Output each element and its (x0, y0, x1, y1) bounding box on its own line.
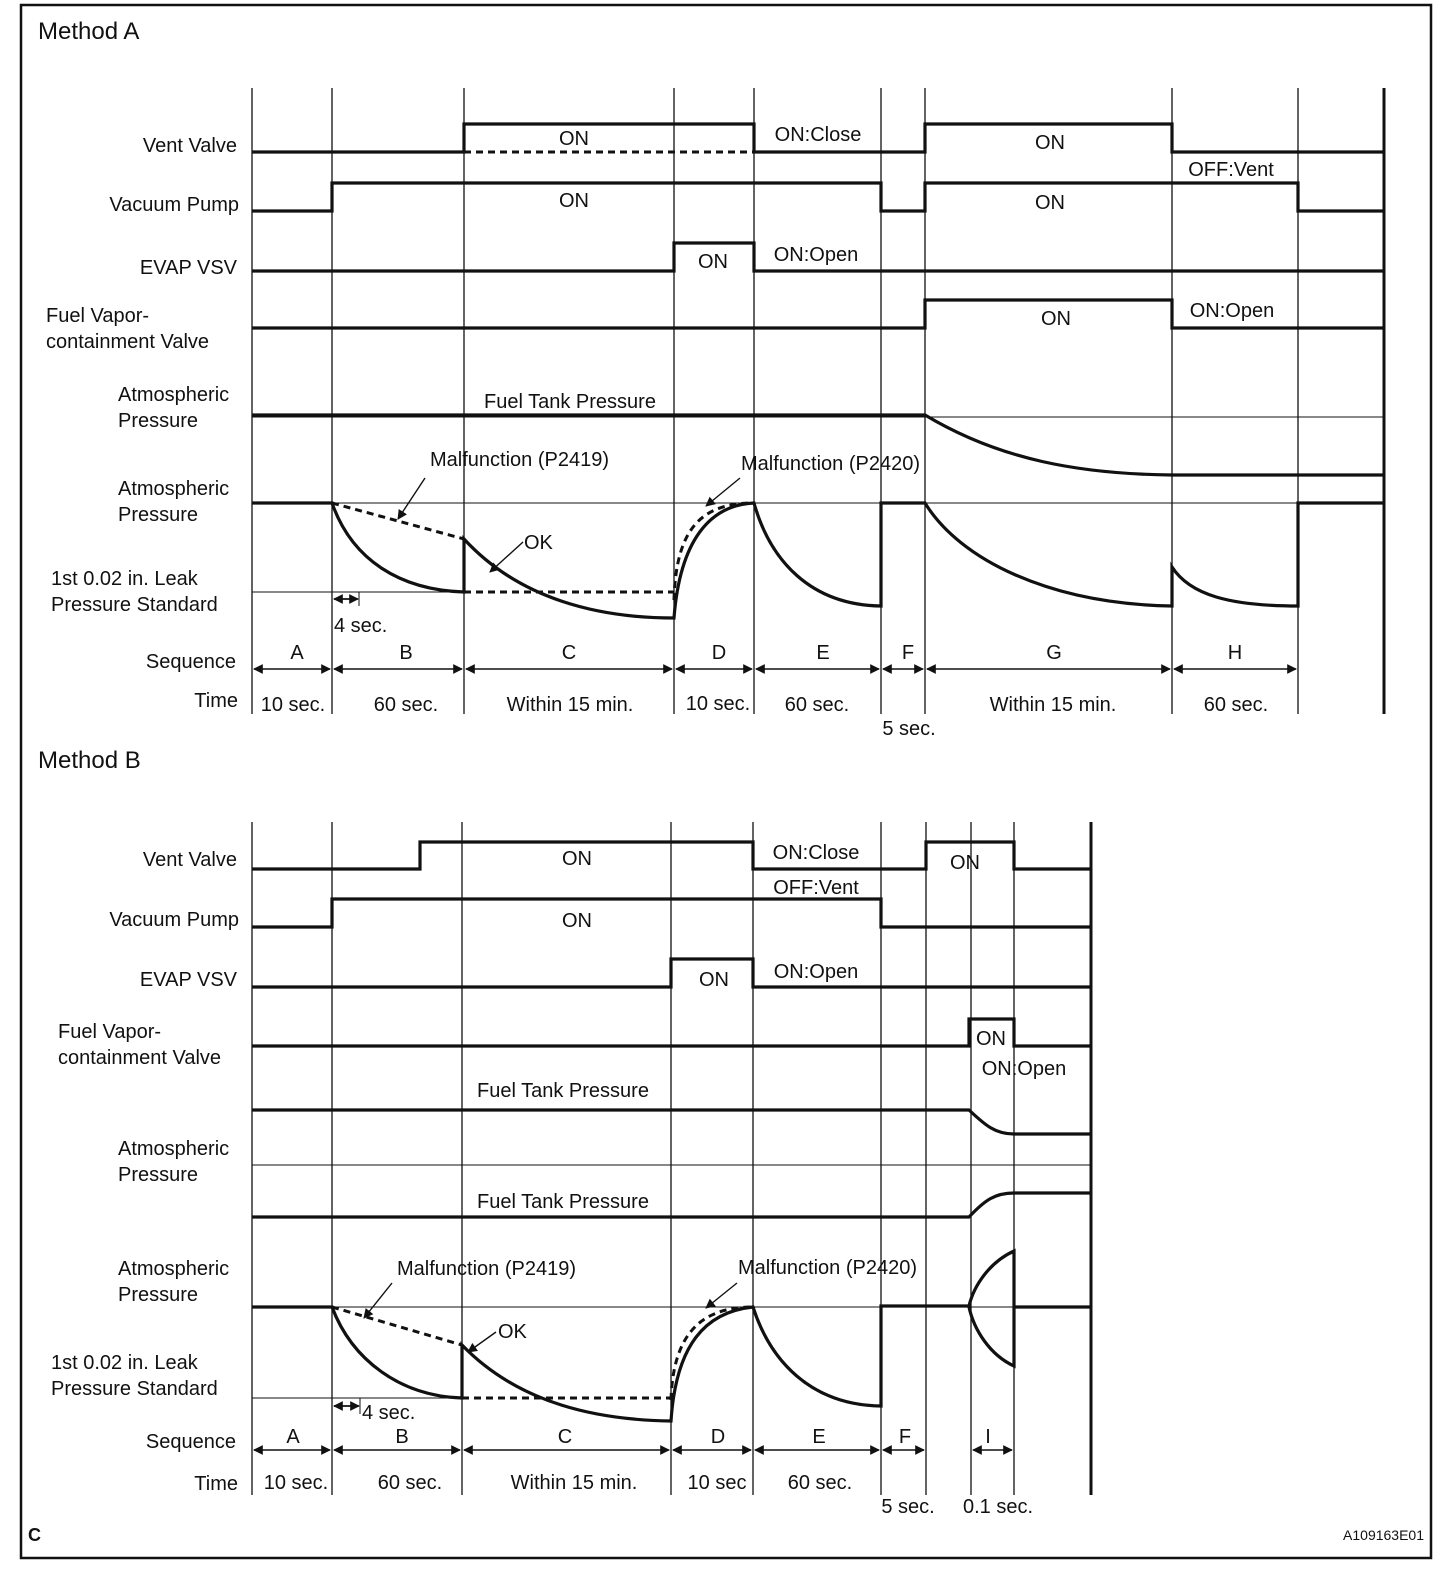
vent-on-label-2: ON (1035, 132, 1065, 154)
fvcv-label-line1: Fuel Vapor- (46, 305, 150, 327)
seq-letter: D (711, 642, 727, 664)
seq-letter: B (399, 642, 413, 664)
time-value: 10 sec. (685, 693, 751, 715)
method-b-time-values (264, 1472, 1033, 1518)
fvcv-on-open-label: ON:Open (981, 1058, 1067, 1080)
method-b-sequence-letters (286, 1426, 990, 1448)
method-a-sequence-letters (290, 642, 1242, 664)
seq-letter: E (816, 642, 830, 664)
time-value: 60 sec. (373, 694, 439, 716)
p2419-label: Malfunction (P2419) (430, 449, 609, 471)
seq-letter: G (1046, 642, 1062, 664)
time-value: 10 sec. (260, 694, 326, 716)
seq-letter: I (985, 1426, 991, 1448)
figure-frame (21, 5, 1431, 1558)
ok-label: OK (498, 1321, 527, 1343)
method-a-panel (38, 18, 1384, 740)
pump-on-label: ON (559, 190, 589, 212)
vacuum-pump-label: Vacuum Pump (109, 194, 239, 216)
time-value: Within 15 min. (510, 1472, 638, 1494)
time-value: 10 sec (687, 1472, 747, 1494)
evap-vsv-label: EVAP VSV (139, 969, 237, 991)
seq-letter: F (901, 642, 915, 664)
vent-off-vent-label: OFF:Vent (1188, 159, 1274, 181)
pump-on-label-2: ON (1035, 192, 1065, 214)
seq-letter: C (561, 642, 577, 664)
time-value: Within 15 min. (506, 694, 634, 716)
atm-pressure-label-2b: Pressure (118, 504, 199, 526)
vacuum-pump-waveform (252, 183, 1384, 211)
atm-pressure-label-1b: Pressure (118, 1164, 199, 1186)
vent-valve-label: Vent Valve (142, 849, 237, 871)
seq-letter: D (710, 1426, 726, 1448)
seq-letter: F (898, 1426, 912, 1448)
ok-label: OK (524, 532, 553, 554)
evap-on-open-label: ON:Open (773, 961, 859, 983)
p2420-label: Malfunction (P2420) (738, 1257, 917, 1279)
evap-on-label: ON (699, 969, 729, 991)
time-value: 0.1 sec. (962, 1496, 1034, 1518)
time-value: 60 sec. (787, 1472, 853, 1494)
atm-pressure-label-1b: Pressure (118, 410, 199, 432)
evap-on-open-label: ON:Open (773, 244, 859, 266)
method-a-title: Method A (38, 18, 140, 45)
evap-vsv-label: EVAP VSV (139, 257, 237, 279)
sequence-label: Sequence (145, 651, 236, 673)
atm-pressure-label-1a: Atmospheric (118, 384, 230, 406)
seq-letter: H (1227, 642, 1243, 664)
fvcv-on-open-label: ON:Open (1189, 300, 1275, 322)
vent-valve-label: Vent Valve (142, 135, 237, 157)
seq-letter: C (557, 1426, 573, 1448)
vent-on-close-label: ON:Close (774, 124, 862, 146)
four-sec-label: 4 sec. (334, 615, 388, 637)
atm-pressure-label-1a: Atmospheric (118, 1138, 230, 1160)
time-value: 60 sec. (784, 694, 850, 716)
pressure-curve-main (252, 503, 1384, 618)
sequence-label: Sequence (145, 1431, 236, 1453)
fuel-tank-pressure-label: Fuel Tank Pressure (484, 391, 656, 413)
evap-on-label: ON (698, 251, 728, 273)
atm-pressure-label-2a: Atmospheric (118, 478, 230, 500)
figure-id: A109163E01 (1343, 1527, 1424, 1543)
leak-standard-label-b: Pressure Standard (51, 594, 218, 616)
atm-pressure-label-2a: Atmospheric (118, 1258, 230, 1280)
evap-vsv-waveform (252, 959, 1091, 987)
vent-off-vent-label: OFF:Vent (773, 877, 859, 899)
leak-standard-label-a: 1st 0.02 in. Leak (51, 1352, 198, 1374)
method-b-title: Method B (38, 747, 141, 774)
seq-letter: B (395, 1426, 409, 1448)
time-label: Time (194, 1473, 238, 1495)
vent-on-close-label: ON:Close (772, 842, 860, 864)
vent-on-label: ON (559, 128, 589, 150)
leak-standard-label-b: Pressure Standard (51, 1378, 218, 1400)
corner-letter: C (28, 1525, 41, 1545)
method-a-signal-labels (46, 135, 239, 712)
seq-letter: A (290, 642, 304, 664)
time-label: Time (194, 690, 238, 712)
time-value: 5 sec. (881, 1496, 935, 1518)
p2419-malfunction-dashed (332, 503, 464, 539)
seq-letter: E (812, 1426, 826, 1448)
time-value: 10 sec. (263, 1472, 329, 1494)
fvcv-label-line2: containment Valve (46, 331, 210, 353)
fvcv-on-label: ON (976, 1028, 1006, 1050)
time-value: Within 15 min. (989, 694, 1117, 716)
time-value: 5 sec. (882, 718, 936, 740)
fuel-tank-pressure-label-1: Fuel Tank Pressure (477, 1080, 649, 1102)
time-value: 60 sec. (377, 1472, 443, 1494)
p2419-malfunction-dashed (332, 1307, 462, 1345)
method-a-annotations (334, 124, 1274, 637)
vacuum-pump-label: Vacuum Pump (109, 909, 239, 931)
method-a-time-values (261, 693, 1268, 740)
fvcv-label-line2: containment Valve (58, 1047, 222, 1069)
pump-on-label: ON (562, 910, 592, 932)
four-sec-label: 4 sec. (362, 1402, 416, 1424)
p2419-label: Malfunction (P2419) (397, 1258, 576, 1280)
method-b-signal-labels (51, 849, 239, 1495)
fvcv-label-line1: Fuel Vapor- (58, 1021, 162, 1043)
time-value: 60 sec. (1203, 694, 1269, 716)
vent-on-label: ON (562, 848, 592, 870)
seq-letter: A (286, 1426, 300, 1448)
p2420-label: Malfunction (P2420) (741, 453, 920, 475)
fvcv-on-label: ON (1041, 308, 1071, 330)
method-b-annotations (362, 842, 1066, 1424)
method-b-panel (38, 747, 1091, 1518)
vent-on-label-2: ON (950, 852, 980, 874)
leak-standard-label-a: 1st 0.02 in. Leak (51, 568, 198, 590)
fuel-tank-pressure-label-2: Fuel Tank Pressure (477, 1191, 649, 1213)
atm-pressure-label-2b: Pressure (118, 1284, 199, 1306)
